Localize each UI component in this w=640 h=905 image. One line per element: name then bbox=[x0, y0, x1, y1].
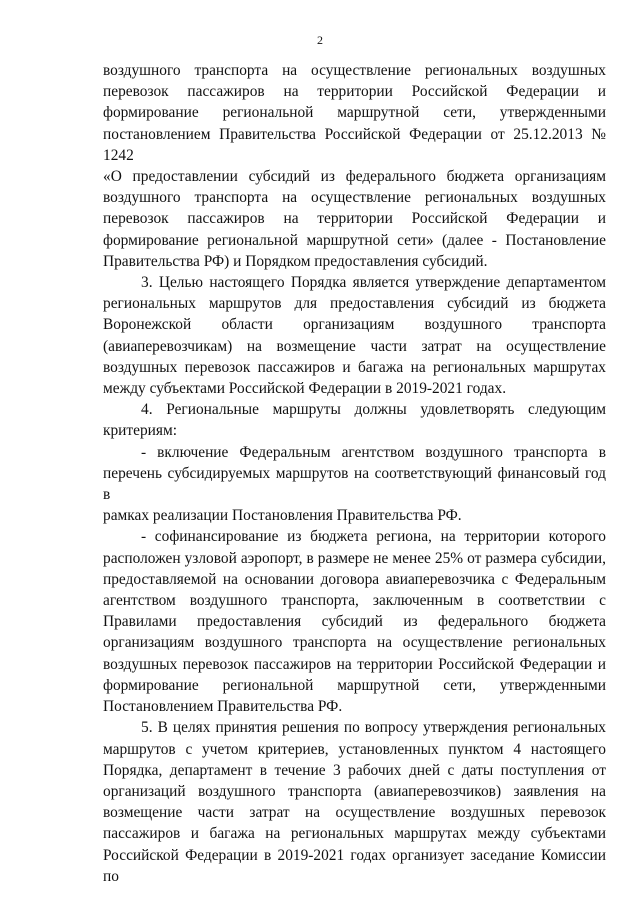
text-line: воздушного транспорта на осуществление региональных воздушных bbox=[103, 62, 606, 79]
text-line: - софинансирование из бюджета региона, на территории которого bbox=[141, 528, 606, 546]
page-number: 2 bbox=[317, 33, 323, 47]
text-line: организаций воздушного транспорта (авиаперевозчиков) заявления на bbox=[103, 782, 606, 800]
paragraph-criterion-2 bbox=[103, 526, 606, 717]
text-line: возмещение части затрат на осуществление воздушных перевозок bbox=[103, 804, 606, 822]
text-line: воздушного транспорта на осуществление региональных воздушных bbox=[103, 189, 606, 207]
paragraph-continuation bbox=[103, 60, 606, 272]
text-line: перевозок пассажиров на территории Российской Федерации и bbox=[103, 83, 606, 101]
text-line: «О предоставлении субсидий из федерального бюджета организациям bbox=[103, 168, 606, 186]
text-line: формирование региональной маршрутной сети, утвержденными bbox=[103, 676, 606, 694]
text-line: предоставляемой на основании договора авиаперевозчика с Федеральным bbox=[103, 570, 606, 588]
text-line: - включение Федеральным агентством воздушного транспорта в bbox=[141, 443, 606, 461]
paragraph-item-4 bbox=[103, 399, 606, 441]
text-line: Российской Федерации в 2019-2021 годах организует заседание Комиссии по bbox=[103, 846, 606, 885]
paragraph-item-3 bbox=[103, 272, 606, 399]
text-line: расположен узловой аэропорт, в размере не менее 25% от размера субсидии, bbox=[103, 549, 606, 567]
text-line: перечень субсидируемых маршрутов на соответствующий финансовый год в bbox=[103, 464, 606, 504]
text-line: критериям: bbox=[103, 422, 177, 440]
document-body bbox=[103, 60, 606, 887]
paragraph-criterion-1 bbox=[103, 442, 606, 527]
text-line: между субъектами Российской Федерации в 2019-2021 годах. bbox=[103, 380, 507, 398]
text-line: Воронежской области организациям воздушного транспорта bbox=[103, 316, 606, 334]
text-line: Правилами предоставления субсидий из федерального бюджета bbox=[103, 613, 606, 631]
text-line: Правительства РФ) и Порядком предоставления субсидий. bbox=[103, 252, 488, 270]
paragraph-item-5 bbox=[103, 717, 606, 887]
text-line: постановлением Правительства Российской Федерации от 25.12.2013 № 1242 bbox=[103, 125, 606, 164]
text-line: рамках реализации Постановления Правительства РФ. bbox=[103, 507, 462, 525]
text-line: организациям воздушного транспорта на осуществление региональных bbox=[103, 634, 606, 652]
text-line: маршрутов с учетом критериев, установленных пунктом 4 настоящего bbox=[103, 740, 606, 758]
text-line: формирование региональной маршрутной сети, утвержденными bbox=[103, 104, 606, 122]
text-line: 4. Региональные маршруты должны удовлетворять следующим bbox=[141, 401, 606, 419]
text-line: агентством воздушного транспорта, заключенным в соответствии с bbox=[103, 592, 606, 610]
text-line: перевозок пассажиров на территории Российской Федерации и bbox=[103, 210, 606, 228]
text-line: (авиаперевозчикам) на возмещение части затрат на осуществление bbox=[103, 337, 606, 355]
text-line: Порядка, департамент в течение 3 рабочих дней с даты поступления от bbox=[103, 761, 606, 779]
text-line: воздушных перевозок пассажиров и багажа на региональных маршрутах bbox=[103, 358, 606, 376]
text-line: 3. Целью настоящего Порядка является утверждение департаментом bbox=[141, 274, 606, 292]
text-line: Постановлением Правительства РФ. bbox=[103, 698, 343, 716]
text-line: воздушных перевозок пассажиров на территории Российской Федерации и bbox=[103, 655, 606, 673]
text-line: формирование региональной маршрутной сети» (далее - Постановление bbox=[103, 231, 606, 249]
text-line: региональных маршрутов для предоставления субсидий из бюджета bbox=[103, 295, 606, 313]
text-line: 5. В целях принятия решения по вопросу утверждения региональных bbox=[141, 719, 606, 737]
text-line: пассажиров и багажа на региональных маршрутах между субъектами bbox=[103, 825, 606, 843]
